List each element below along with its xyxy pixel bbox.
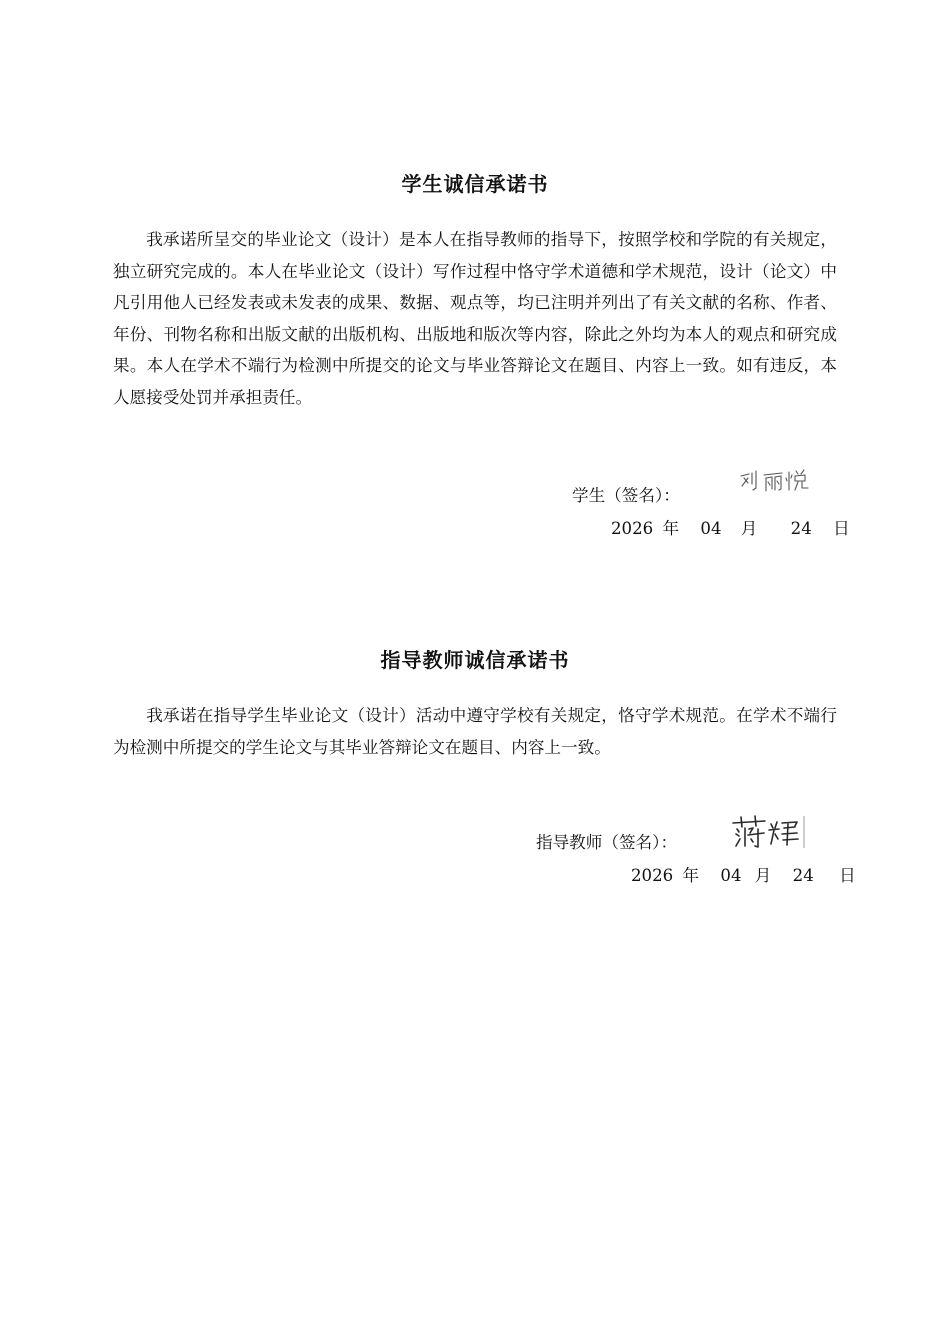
advisor-signature-label: 指导教师（签名）： — [536, 833, 678, 852]
student-date-month-unit: 月 — [740, 519, 758, 538]
advisor-date — [631, 862, 856, 886]
advisor-handwritten-signature — [731, 814, 811, 850]
advisor-date-year-unit: 年 — [682, 866, 700, 885]
student-handwritten-signature — [738, 466, 816, 500]
advisor-date-year: 2026 — [631, 866, 674, 885]
student-date-day: 24 — [790, 519, 812, 538]
student-date-month: 04 — [700, 519, 722, 538]
student-signature-image — [738, 466, 816, 504]
student-date — [611, 515, 850, 539]
advisor-date-day-unit: 日 — [839, 866, 856, 885]
advisor-date-day: 24 — [792, 866, 814, 885]
advisor-signature-image — [731, 814, 811, 854]
student-commitment-body: 我承诺所呈交的毕业论文（设计）是本人在指导教师的指导下，按照学校和学院的有关规定，独立研究完成的。本人在毕业论文（设计）写作过程中恪守学术道德和学术规范，设计（论文）中凡引用他人已经发表或未发表的成果、数据、观点等，均已注明并列出了有关文献的名称、作者、年份、刊物名称和出版文献的出版机构、出版地和版次等内容，除此之外均为本人的观点和研究成果。本人在学术不端行为检测中所提交的论文与毕业答辩论文在题目、内容上一致。如有违反，本人愿接受处罚并承担责任。 — [113, 230, 837, 407]
student-signature-label: 学生（签名）： — [572, 486, 680, 505]
student-commitment-title: 学生诚信承诺书 — [401, 172, 549, 196]
advisor-commitment-body: 我承诺在指导学生毕业论文（设计）活动中遵守学校有关规定，恪守学术规范。在学术不端行为检测中所提交的学生论文与其毕业答辩论文在题目、内容上一致。 — [113, 706, 837, 757]
advisor-commitment-title: 指导教师诚信承诺书 — [380, 648, 570, 672]
advisor-date-month-unit: 月 — [754, 866, 772, 885]
advisor-date-month: 04 — [720, 866, 742, 885]
student-date-year-unit: 年 — [662, 519, 680, 538]
student-date-year: 2026 — [611, 519, 654, 538]
student-date-day-unit: 日 — [833, 519, 850, 538]
